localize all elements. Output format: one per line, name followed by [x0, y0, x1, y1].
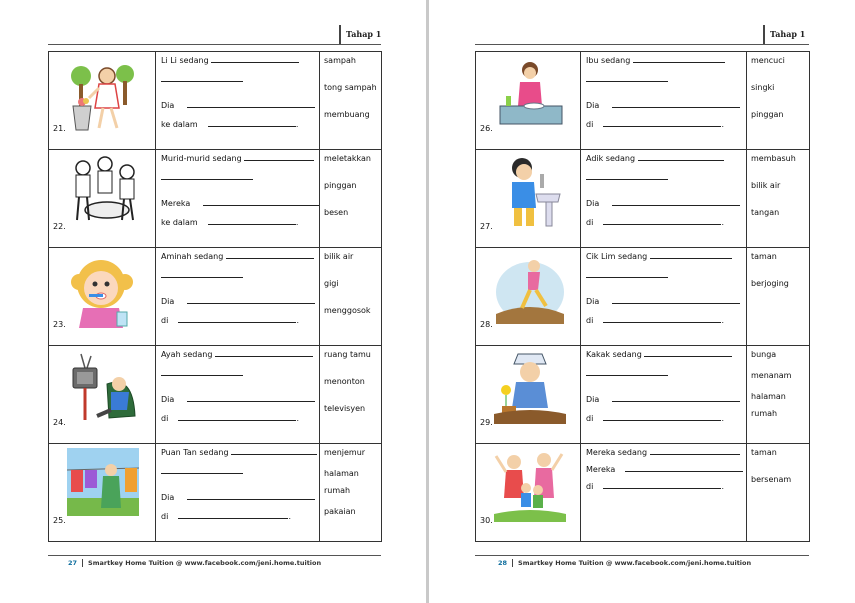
sentence-cell	[156, 150, 320, 248]
footer-text: Smartkey Home Tuition @ www.facebook.com/jeni.home.tuition	[518, 559, 752, 567]
word-bank-item: halaman	[751, 392, 786, 401]
table-row	[476, 346, 810, 444]
word-bank-item: sampah	[324, 56, 356, 65]
answer-blank[interactable]	[231, 448, 317, 455]
item-number: 26.	[480, 124, 493, 133]
picture-cell	[476, 248, 581, 346]
page-number: 27	[68, 559, 83, 567]
word-bank-cell	[747, 346, 810, 444]
sentence-line	[586, 369, 742, 378]
answer-blank[interactable]	[603, 414, 721, 421]
word-bank-cell	[320, 248, 382, 346]
woman-jogging-picture	[494, 252, 566, 332]
word-bank-cell	[747, 150, 810, 248]
header-rule	[475, 44, 809, 45]
answer-blank[interactable]	[161, 173, 253, 180]
girl-throwing-trash-picture	[67, 56, 139, 136]
sentence-line: ke dalam .	[161, 218, 299, 227]
answer-blank[interactable]	[244, 154, 314, 161]
word-bank-cell	[747, 248, 810, 346]
word-bank-item: televisyen	[324, 404, 366, 413]
item-number: 28.	[480, 320, 493, 329]
item-number: 27.	[480, 222, 493, 231]
picture-cell	[49, 248, 156, 346]
sentence-cell	[581, 52, 747, 150]
answer-blank[interactable]	[633, 56, 725, 63]
sentence-cell	[156, 444, 320, 542]
picture-cell	[49, 150, 156, 248]
table-row	[476, 52, 810, 150]
table-row	[476, 150, 810, 248]
word-bank-cell	[320, 444, 382, 542]
answer-blank[interactable]	[650, 252, 732, 259]
answer-blank[interactable]	[161, 467, 243, 474]
sentence-line	[586, 75, 742, 84]
item-number: 25.	[53, 516, 66, 525]
answer-blank[interactable]	[612, 101, 740, 108]
word-bank-item: tangan	[751, 208, 780, 217]
sentence-line	[161, 271, 315, 280]
sentence-line	[161, 75, 315, 84]
page-footer	[68, 559, 321, 569]
answer-blank[interactable]	[226, 252, 314, 259]
sentence-line: Dia	[586, 199, 742, 208]
table-row	[476, 248, 810, 346]
sentence-line: di .	[161, 316, 300, 325]
sentence-line: di .	[586, 316, 725, 325]
mother-washing-dishes-picture	[494, 56, 566, 136]
sentence-cell	[156, 248, 320, 346]
answer-blank[interactable]	[644, 350, 732, 357]
sentence-line: Kakak sedang	[586, 350, 742, 359]
sentence-line: ke dalam .	[161, 120, 299, 129]
picture-cell	[476, 52, 581, 150]
table-row	[476, 444, 810, 542]
left-page	[0, 0, 426, 603]
sister-planting-flower-picture	[494, 350, 566, 430]
answer-blank[interactable]	[161, 369, 243, 376]
answer-blank[interactable]	[187, 395, 315, 402]
answer-blank[interactable]	[612, 199, 740, 206]
word-bank-item: menanam	[751, 371, 792, 380]
worksheet-table	[48, 51, 382, 542]
answer-blank[interactable]	[187, 101, 315, 108]
girl-brushing-teeth-picture	[67, 252, 139, 332]
sentence-cell	[156, 346, 320, 444]
word-bank-item: gigi	[324, 279, 339, 288]
word-bank-item: pinggan	[324, 181, 357, 190]
word-bank-item: ruang tamu	[324, 350, 371, 359]
sentence-line: Puan Tan sedang	[161, 448, 315, 457]
answer-blank[interactable]	[612, 297, 740, 304]
answer-blank[interactable]	[603, 218, 721, 225]
answer-blank[interactable]	[211, 56, 299, 63]
answer-blank[interactable]	[161, 75, 243, 82]
item-number: 29.	[480, 418, 493, 427]
sentence-line	[161, 369, 315, 378]
answer-blank[interactable]	[161, 271, 243, 278]
word-bank-item: taman	[751, 252, 777, 261]
answer-blank[interactable]	[650, 448, 740, 455]
table-row	[49, 52, 382, 150]
sentence-line: di .	[586, 482, 725, 491]
answer-blank[interactable]	[603, 482, 721, 489]
picture-cell	[49, 52, 156, 150]
sentence-line: Mereka	[586, 465, 742, 474]
word-bank-item: besen	[324, 208, 349, 217]
table-row	[49, 444, 382, 542]
footer-rule	[48, 555, 381, 556]
word-bank-item: meletakkan	[324, 154, 371, 163]
word-bank-item: singki	[751, 83, 775, 92]
sentence-line: Dia	[161, 395, 315, 404]
header-level-tab: Tahap 1	[763, 25, 805, 44]
sentence-line: Dia	[586, 101, 742, 110]
father-watching-tv-picture	[67, 350, 139, 430]
worksheet-table	[475, 51, 810, 542]
table-row	[49, 346, 382, 444]
word-bank-cell	[747, 52, 810, 150]
answer-blank[interactable]	[586, 369, 668, 376]
sentence-line: Dia	[161, 493, 315, 502]
word-bank-item: berjoging	[751, 279, 789, 288]
sentence-cell	[581, 346, 747, 444]
word-bank-item: bunga	[751, 350, 777, 359]
item-number: 21.	[53, 124, 66, 133]
boy-washing-hands-picture	[494, 154, 566, 234]
sentence-line: di .	[586, 218, 725, 227]
sentence-cell	[156, 52, 320, 150]
sentence-line: Ayah sedang	[161, 350, 315, 359]
answer-blank[interactable]	[625, 465, 743, 472]
sentence-line: Dia	[161, 297, 315, 306]
sentence-line: Dia	[586, 395, 742, 404]
answer-blank[interactable]	[603, 316, 721, 323]
footer-text: Smartkey Home Tuition @ www.facebook.com/jeni.home.tuition	[88, 559, 322, 567]
page-number: 28	[498, 559, 513, 567]
sentence-line: Dia	[586, 297, 742, 306]
page-footer	[498, 559, 751, 569]
sentence-line: Adik sedang	[586, 154, 742, 163]
clothes-line-picture	[67, 448, 139, 528]
word-bank-item: pakaian	[324, 507, 356, 516]
word-bank-item: bilik air	[751, 181, 781, 190]
sentence-cell	[581, 444, 747, 542]
answer-blank[interactable]	[638, 154, 724, 161]
sentence-line: Ibu sedang	[586, 56, 742, 65]
answer-blank[interactable]	[208, 218, 296, 225]
word-bank-item: bilik air	[324, 252, 354, 261]
sentence-line: Dia	[161, 101, 315, 110]
answer-blank[interactable]	[203, 199, 319, 206]
footer-rule	[475, 555, 809, 556]
sentence-line: Mereka	[161, 199, 315, 208]
answer-blank[interactable]	[215, 350, 313, 357]
answer-blank[interactable]	[586, 173, 668, 180]
word-bank-item: taman	[751, 448, 777, 457]
answer-blank[interactable]	[178, 512, 288, 519]
item-number: 23.	[53, 320, 66, 329]
sentence-line: di .	[586, 414, 725, 423]
word-bank-cell	[320, 150, 382, 248]
item-number: 30.	[480, 516, 493, 525]
picture-cell	[49, 346, 156, 444]
word-bank-item: menggosok	[324, 306, 371, 315]
word-bank-item: pinggan	[751, 110, 784, 119]
word-bank-item: membasuh	[751, 154, 796, 163]
picture-cell	[476, 444, 581, 542]
sentence-line: Cik Lim sedang	[586, 252, 742, 261]
answer-blank[interactable]	[586, 271, 668, 278]
word-bank-item: bersenam	[751, 475, 792, 484]
sentence-line: Murid-murid sedang	[161, 154, 315, 163]
sentence-line: di .	[161, 512, 292, 521]
sentence-line: Aminah sedang	[161, 252, 315, 261]
word-bank-item: halaman	[324, 469, 359, 478]
sentence-cell	[581, 248, 747, 346]
sentence-line	[586, 173, 742, 182]
word-bank-cell	[747, 444, 810, 542]
picture-cell	[476, 346, 581, 444]
answer-blank[interactable]	[178, 316, 296, 323]
sentence-line	[161, 173, 315, 182]
sentence-line: Mereka sedang	[586, 448, 742, 457]
word-bank-item: menjemur	[324, 448, 366, 457]
word-bank-cell	[320, 52, 382, 150]
sentence-line: di .	[586, 120, 725, 129]
sentence-line	[161, 467, 315, 476]
answer-blank[interactable]	[178, 414, 296, 421]
word-bank-item: mencuci	[751, 56, 785, 65]
family-exercising-picture	[494, 448, 566, 528]
word-bank-item: rumah	[324, 486, 351, 495]
sentence-line: di .	[161, 414, 300, 423]
students-washing-picture	[67, 154, 139, 234]
answer-blank[interactable]	[187, 297, 315, 304]
answer-blank[interactable]	[603, 120, 721, 127]
answer-blank[interactable]	[208, 120, 296, 127]
answer-blank[interactable]	[612, 395, 740, 402]
word-bank-item: rumah	[751, 409, 778, 418]
header-rule	[48, 44, 381, 45]
sentence-line: Li Li sedang	[161, 56, 315, 65]
item-number: 24.	[53, 418, 66, 427]
header-level-tab: Tahap 1	[339, 25, 381, 44]
answer-blank[interactable]	[586, 75, 668, 82]
word-bank-cell	[320, 346, 382, 444]
right-page	[429, 0, 855, 603]
table-row	[49, 248, 382, 346]
sentence-cell	[581, 150, 747, 248]
sentence-line	[586, 271, 742, 280]
word-bank-item: tong sampah	[324, 83, 377, 92]
picture-cell	[476, 150, 581, 248]
word-bank-item: menonton	[324, 377, 365, 386]
word-bank-item: membuang	[324, 110, 370, 119]
table-row	[49, 150, 382, 248]
picture-cell	[49, 444, 156, 542]
answer-blank[interactable]	[187, 493, 315, 500]
item-number: 22.	[53, 222, 66, 231]
